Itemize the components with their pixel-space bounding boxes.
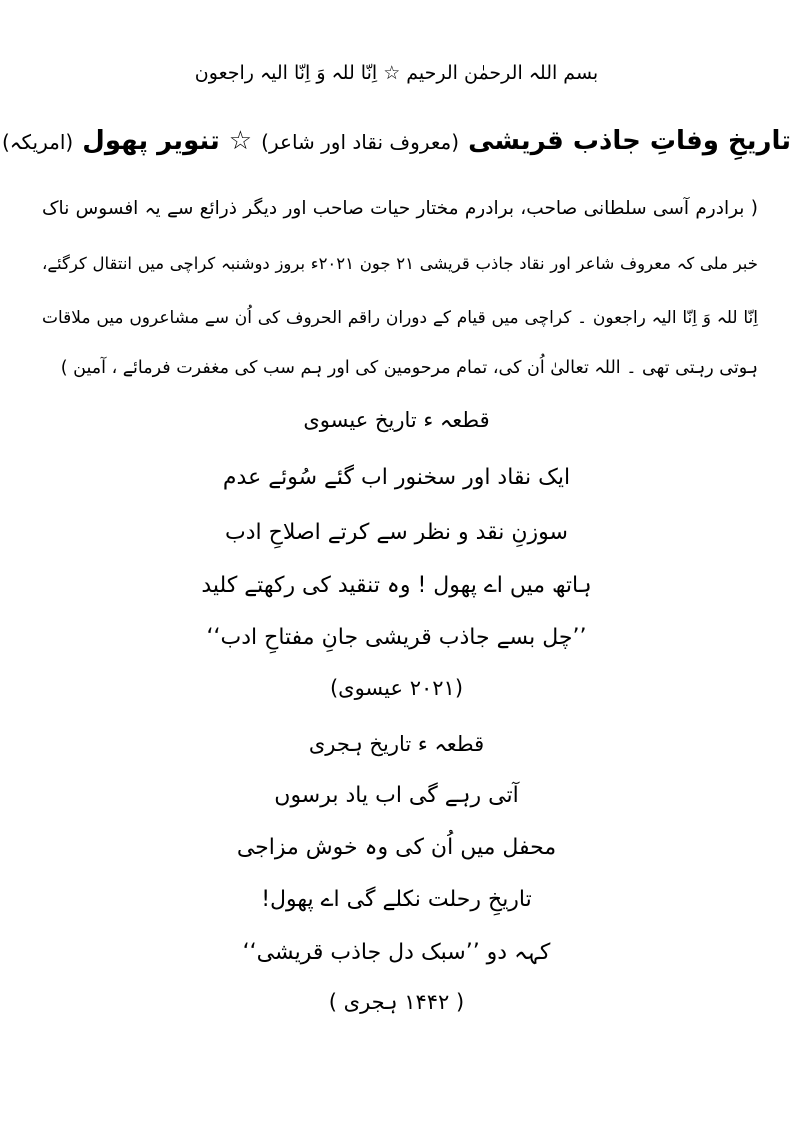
qita-hijri-verse-4: کہہ دو ’’سبک دل جاذب قریشی‘‘ <box>242 940 551 965</box>
qita-hijri-year: ( ۱۴۴۲ ہجری ) <box>328 990 465 1014</box>
qita-eesvi-verse-3: ہاتھ میں اے پھول ! وہ تنقید کی رکھتے کلید <box>201 573 592 598</box>
page-title <box>0 126 793 156</box>
qita-eesvi-verse-1: ایک نقاد اور سخنور اب گئے سُوئے عدم <box>222 465 571 490</box>
bismillah-line <box>0 62 793 84</box>
intro-line-3: اِنّا للہ وَ اِنّا الیہ راجعون ۔ کراچی میں قیام کے دوران راقم الحروف کی اُن سے مشاعروں میں ملاقات <box>42 308 758 328</box>
intro-line-2: خبر ملی کہ معروف شاعر اور نقاد جاذب قریشی ۲۱ جون ۲۰۲۱ء بروز دوشنبہ کراچی میں انتقال کرگئے، <box>42 254 758 273</box>
qita-eesvi-verse-4: ’’چل بسے جاذب قریشی جانِ مفتاحِ ادب‘‘ <box>206 625 587 650</box>
intro-line-1: ( برادرم آسی سلطانی صاحب، برادرم مختار حیات صاحب اور دیگر ذرائع سے یہ افسوس ناک <box>42 198 758 219</box>
intro-line-4: ہوتی رہتی تھی ۔ اللہ تعالیٰ اُن کی، تمام مرحومین کی اور ہم سب کی مغفرت فرمائے ، آمین ) <box>60 358 758 378</box>
qita-hijri-verse-3: تاریخِ رحلت نکلے گی اے پھول! <box>261 887 532 912</box>
qita-hijri-verse-2: محفل میں اُن کی وہ خوش مزاجی <box>236 835 557 860</box>
title-author: ☆ تنویر پھول <box>82 126 253 156</box>
qita-hijri-heading: قطعہ ء تاریخ ہجری <box>308 732 485 756</box>
qita-hijri-verse-1: آتی رہے گی اب یاد برسوں <box>274 783 519 808</box>
bismillah-text: بسم اللہ الرحمٰن الرحیم ☆ اِنّا للہ وَ اِنّا الیہ راجعون <box>194 62 599 84</box>
title-subtitle: (معروف نقاد اور شاعر) <box>261 130 460 154</box>
title-location: (امریکہ) <box>1 130 74 154</box>
title-main: تاریخِ وفاتِ جاذب قریشی <box>468 126 791 156</box>
qita-eesvi-year: (۲۰۲۱ عیسوی) <box>329 676 464 700</box>
qita-eesvi-verse-2: سوزنِ نقد و نظر سے کرتے اصلاحِ ادب <box>225 520 568 545</box>
qita-eesvi-heading: قطعہ ء تاریخ عیسوی <box>303 408 490 432</box>
